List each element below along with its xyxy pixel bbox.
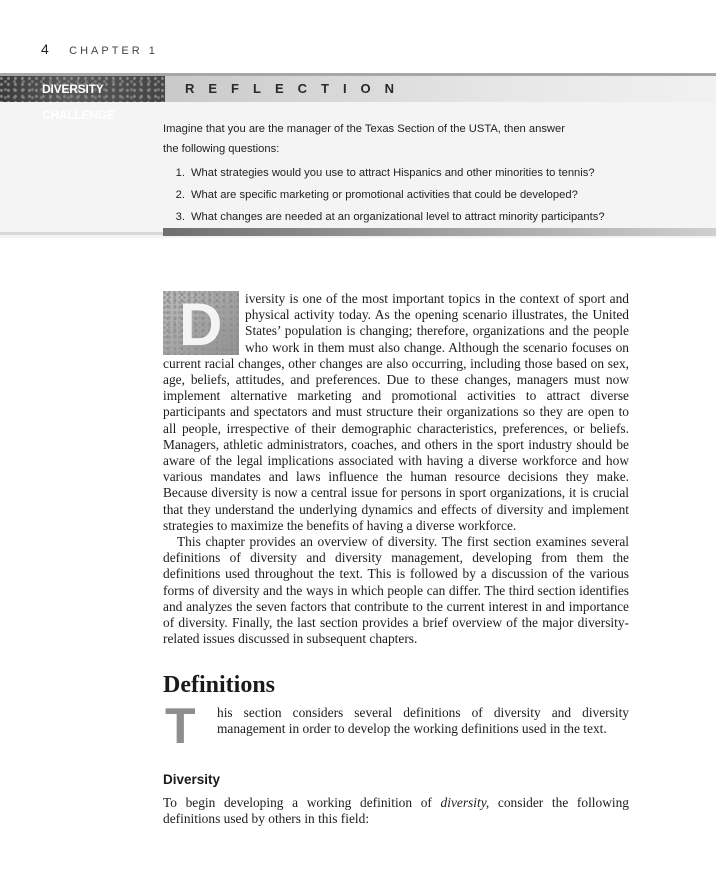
dropcap-d (163, 291, 239, 358)
reflection-divider (0, 232, 163, 235)
reflection-question-list (163, 162, 643, 228)
reflection-content (163, 119, 643, 228)
reflection-question (163, 184, 643, 206)
reflection-intro-line-1: Imagine that you are the manager of the Texas Section of the USTA, then answer (163, 123, 565, 135)
intro-text (163, 291, 629, 647)
diversity-paragraph-end: consider the following definitions used by others in this field: (163, 795, 629, 827)
diversity-term: diversity, (440, 795, 490, 810)
reflection-question (163, 162, 643, 184)
diversity-challenge-tag: DIVERSITY CHALLENGE (0, 76, 165, 102)
reflection-question (163, 206, 643, 228)
section-heading-definitions: Definitions (163, 672, 276, 698)
reflection-bottom-bar (163, 228, 716, 236)
chapter-label: CHAPTER 1 (69, 45, 158, 57)
definitions-paragraph: his section considers several definitions of diversity and diversity management in order to develop the working definitions used in the text. (217, 705, 629, 737)
dropcap-letter: D (179, 291, 223, 358)
dropcap-letter: T (165, 698, 196, 754)
question-number: 1. (175, 167, 185, 179)
reflection-intro (163, 119, 643, 159)
intro-paragraph-1-text: iversity is one of the most important topics in the context of sport and physical activity today. As the opening scenario illustrates, the United States’ population is changing; therefore, organizations and the people who work in them must also change. Although the scenario focuses on current racial changes, other changes are also occurring, including those based on sex, age, beliefs, attitudes, and preferences. Due to these changes, managers must now implement alternative marketing and promotional activities to attract diverse participants and spectators and must structure their organizations so they are open to all people, irrespective of their demographic characteristics, preferences, or beliefs. Managers, athletic administrators, coaches, and others in the sport industry should be aware of the legal implications associated with having a diverse workforce and how various mandates and laws influence the human resource decisions they make. Because diversity is now a central issue for persons in sport organizations, it is crucial that they understand the underlying dynamics and effects of diversity and implement strategies to maximize the benefits of having a diverse workforce. (163, 291, 629, 533)
running-header (41, 41, 158, 57)
question-number: 2. (175, 189, 185, 201)
page-number: 4 (41, 41, 50, 57)
diversity-paragraph-start: To begin developing a working definition of (163, 795, 441, 810)
reflection-intro-line-2: the following questions: (163, 143, 280, 155)
reflection-title: REFLECTION (185, 81, 409, 96)
subheading-diversity: Diversity (163, 772, 221, 787)
definitions-text (163, 698, 629, 754)
diversity-paragraph (163, 795, 629, 827)
intro-paragraph-2: This chapter provides an overview of diversity. The first section examines several definitions of diversity and diversity management, developing from them the definitions used throughout the text. This is followed by a discussion of the various forms of diversity and the ways in which people can differ. The third section identifies and analyzes the seven factors that contribute to the current interest in and importance of diversity. Finally, the last section provides a brief overview of the major diversity-related issues discussed in subsequent chapters. (163, 534, 629, 647)
question-text: What changes are needed at an organizational level to attract minority participants? (191, 211, 605, 223)
question-text: What strategies would you use to attract Hispanics and other minorities to tennis? (191, 167, 595, 179)
question-number: 3. (175, 211, 185, 223)
dropcap-t (163, 698, 213, 754)
question-text: What are specific marketing or promotional activities that could be developed? (191, 189, 578, 201)
